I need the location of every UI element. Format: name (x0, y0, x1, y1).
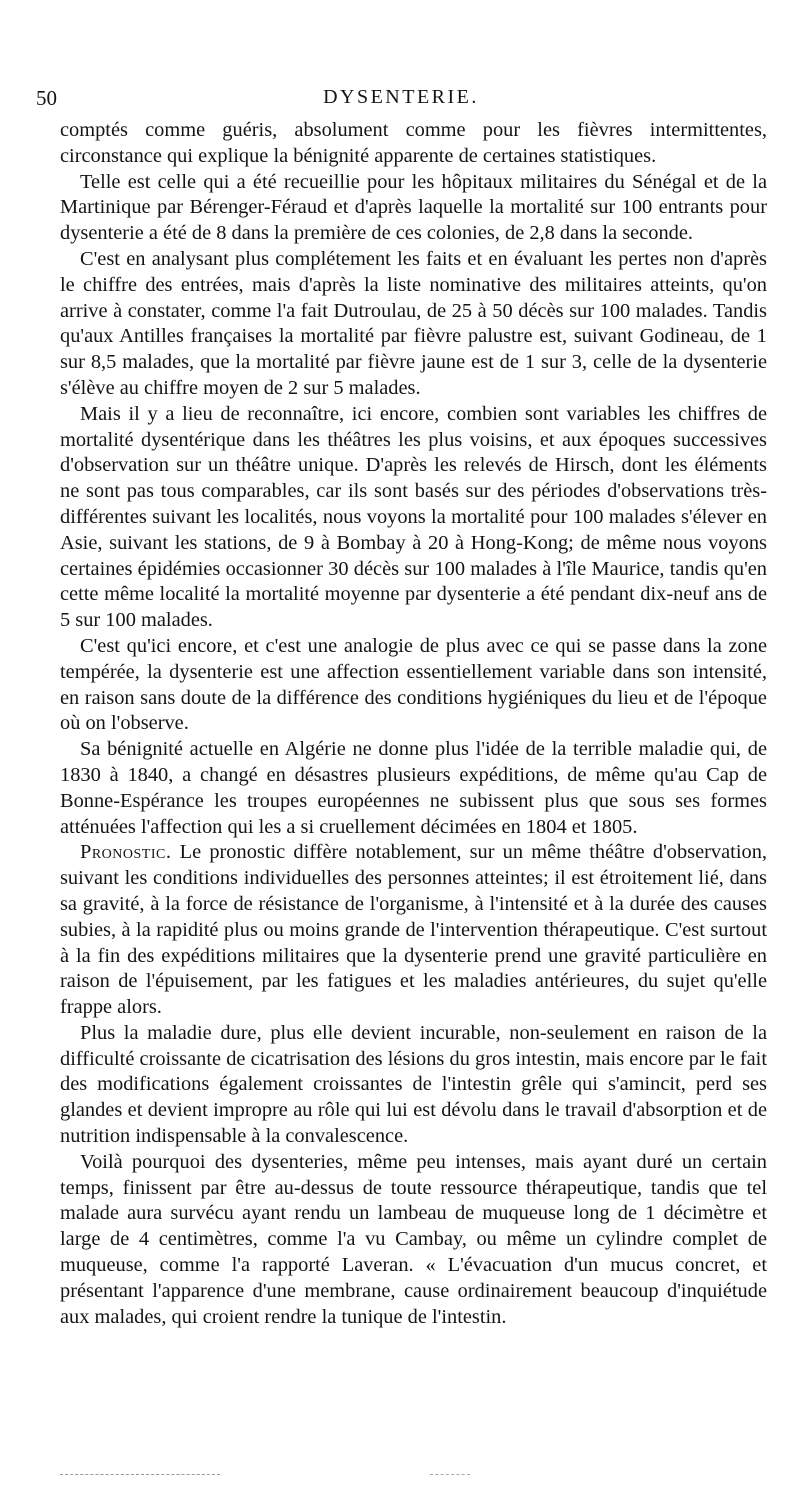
paragraph: Plus la maladie dure, plus elle devient incurable, non-seulement en raison de la difficulté croissante de cicatrisation des lésions du gros intestin, mais encore par le fait des modifications également croissantes de l'intestin grêle qui s'amincit, perd ses glandes et devient impropre au rôle qui lui est dévolu dans le travail d'absorption et de nutrition indispensable à la convalescence. (60, 1021, 767, 1148)
section-lead-pronostic: Pronostic. (80, 841, 172, 864)
page-number: 50 (36, 86, 57, 110)
paragraph: Mais il y a lieu de reconnaître, ici encore, combien sont variables les chiffres de mortalité dysentérique dans les théâtres les plus voisins, et aux époques successives d'observation sur un théâtre unique. D'après les relevés de Hirsch, dont les éléments ne sont pas tous comparables, car ils sont basés sur des périodes d'observations très-différentes suivant les localités, nous voyons la mortalité pour 100 malades s'élever en Asie, suivant les stations, de 9 à Bombay à 20 à Hong-Kong; de même nous voyons certaines épidémies occasionner 30 décès sur 100 malades à l'île Maurice, tandis qu'en cette même localité la mortalité moyenne par dysenterie a été pendant dix-neuf ans de 5 sur 100 malades. (60, 402, 767, 632)
paragraph: C'est en analysant plus complétement les faits et en évaluant les pertes non d'après le chiffre des entrées, mais d'après la liste nominative des militaires atteints, qu'on arrive à constater, comme l'a fait Dutroulau, de 25 à 50 décès sur 100 malades. Tandis qu'aux Antilles françaises la mortalité par fièvre palustre est, suivant Godineau, de 1 sur 8,5 malades, que la mortalité par fièvre jaune est de 1 sur 3, celle de la dysenterie s'élève au chiffre moyen de 2 sur 5 malades. (60, 247, 767, 399)
paragraph: Telle est celle qui a été recueillie pour les hôpitaux militaires du Sénégal et de la Martinique par Bérenger-Féraud et d'après laquelle la mortalité sur 100 entrants pour dysenterie a été de 8 dans la première de ces colonies, de 2,8 dans la seconde. (60, 170, 767, 245)
footer-rule (60, 1474, 220, 1475)
paragraph-text: Le pronostic diffère notablement, sur un même théâtre d'observation, suivant les conditions individuelles des personnes atteintes; il est étroitement lié, dans sa gravité, à la force de résistance de l'organisme, à l'intensité et à la durée des causes subies, à la rapidité plus ou moins grande de l'intervention thérapeutique. C'est surtout à la fin des expéditions militaires que la dysenterie prend une gravité particulière en raison de l'épuisement, par les fatigues et les maladies antérieures, du sujet qu'elle frappe alors. (60, 841, 767, 1019)
running-head: DYSENTERIE. (323, 86, 479, 108)
paragraph-pronostic (60, 840, 767, 1021)
page-header (36, 86, 766, 114)
paragraph-continuation: comptés comme guéris, absolument comme pour les fièvres intermittentes, circonstance qui explique la bénignité apparente de certaines statistiques. (60, 119, 767, 167)
body-text (60, 118, 767, 1330)
paragraph: C'est qu'ici encore, et c'est une analogie de plus avec ce qui se passe dans la zone tempérée, la dysenterie est une affection essentiellement variable dans son intensité, en raison sans doute de la différence des conditions hygiéniques du lieu et de l'époque où on l'observe. (60, 634, 767, 735)
footer-rule (430, 1474, 470, 1475)
paragraph: Sa bénignité actuelle en Algérie ne donne plus l'idée de la terrible maladie qui, de 1830 à 1840, a changé en désastres plusieurs expéditions, de même qu'au Cap de Bonne-Espérance les troupes européennes ne subissent plus que sous ses formes atténuées l'affection qui les a si cruellement décimées en 1804 et 1805. (60, 738, 767, 838)
paragraph: Voilà pourquoi des dysenteries, même peu intenses, mais ayant duré un certain temps, finissent par être au-dessus de toute ressource thérapeutique, tandis que tel malade aura survécu ayant rendu un lambeau de muqueuse long de 1 décimètre et large de 4 centimètres, comme l'a vu Cambay, ou même un cylindre complet de muqueuse, comme l'a rapporté Laveran. « L'évacuation d'un mucus concret, et présentant l'apparence d'une membrane, cause ordinairement beaucoup d'inquiétude aux malades, qui croient rendre la tunique de l'intestin. (60, 1150, 767, 1328)
